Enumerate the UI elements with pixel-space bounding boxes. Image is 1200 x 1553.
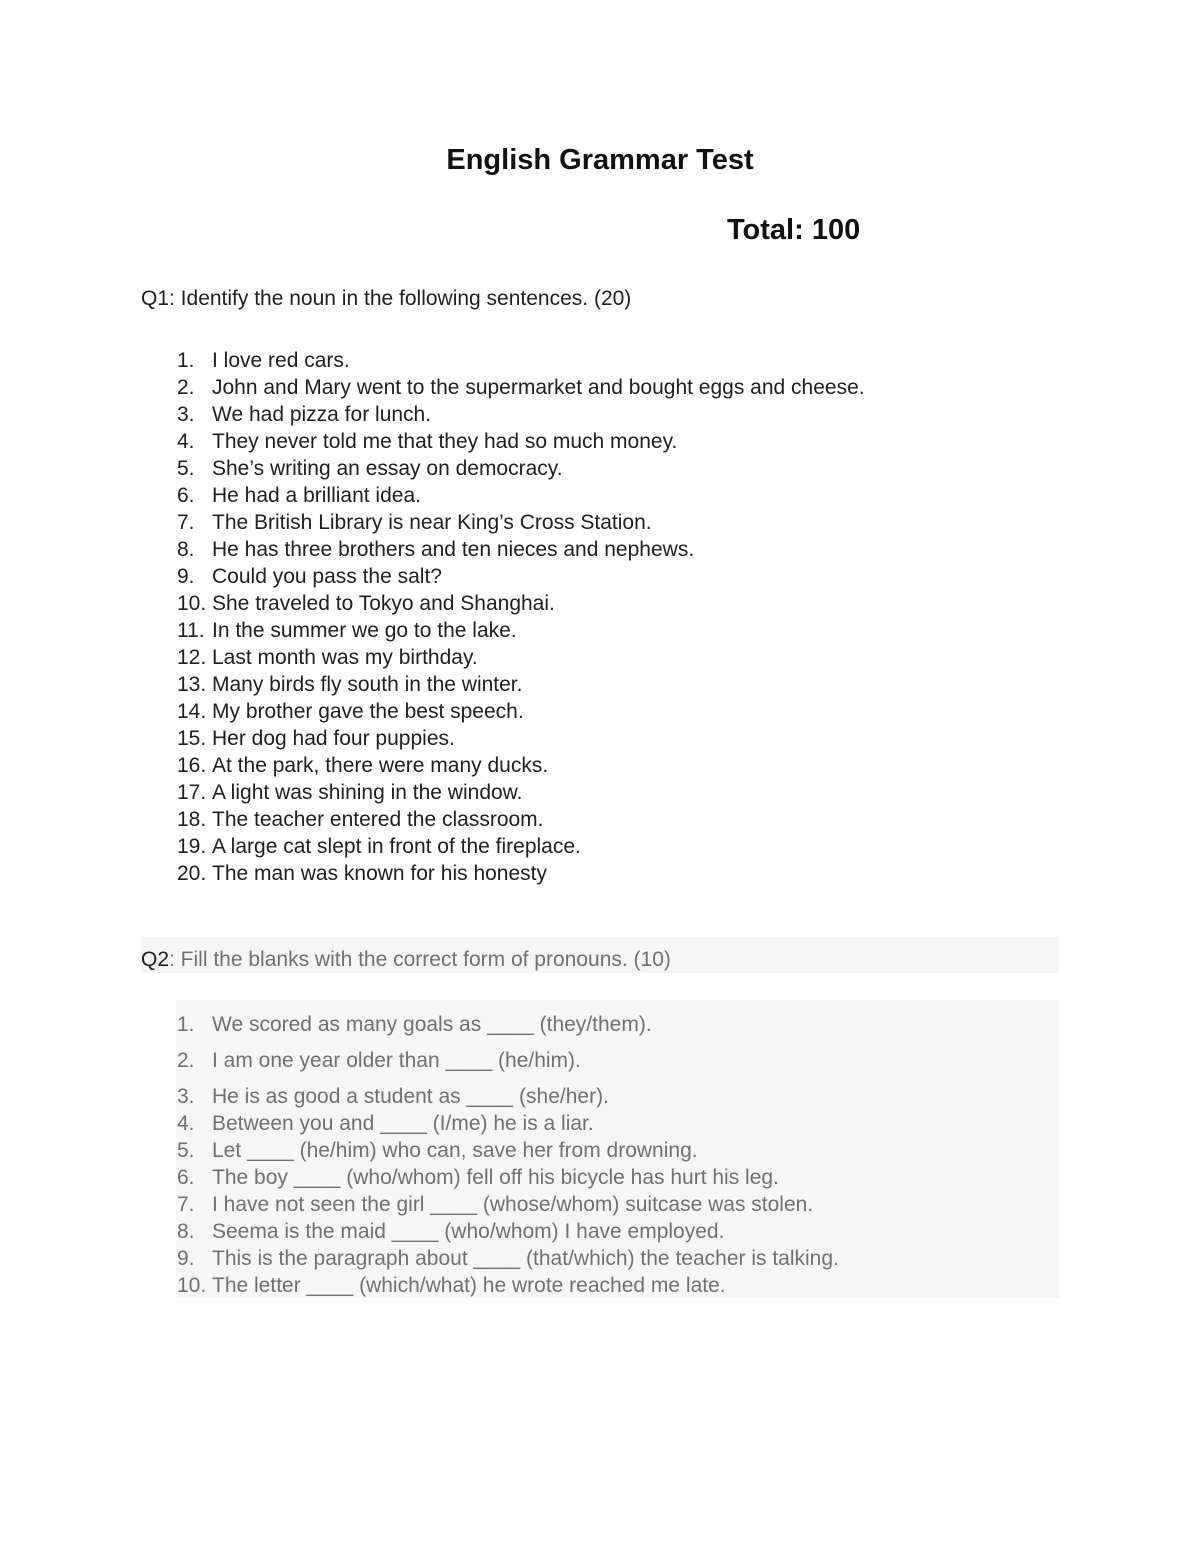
item-text: The letter ____ (which/what) he wrote reached me late.: [212, 1274, 726, 1297]
list-item: [177, 833, 865, 860]
item-number: 7.: [177, 1193, 195, 1216]
item-number: 18.: [177, 808, 207, 831]
list-item: [177, 1083, 839, 1110]
item-text: Seema is the maid ____ (who/whom) I have employed.: [212, 1220, 725, 1243]
q1-heading: Q1: Identify the noun in the following sentences. (20): [141, 287, 632, 310]
item-text: Between you and ____ (I/me) he is a liar.: [212, 1112, 594, 1135]
item-text: Her dog had four puppies.: [212, 727, 455, 750]
list-item: [177, 401, 865, 428]
list-item: [177, 1272, 839, 1299]
item-number: 10.: [177, 592, 207, 615]
list-item: [177, 428, 865, 455]
item-text: I love red cars.: [212, 349, 350, 372]
list-item: [177, 671, 865, 698]
item-number: 4.: [177, 430, 195, 453]
item-text: In the summer we go to the lake.: [212, 619, 517, 642]
item-number: 10.: [177, 1274, 207, 1297]
list-item: [177, 725, 865, 752]
item-text: She’s writing an essay on democracy.: [212, 457, 563, 480]
item-text: He has three brothers and ten nieces and nephews.: [212, 538, 695, 561]
list-item: [177, 590, 865, 617]
item-number: 8.: [177, 538, 195, 561]
list-item: [177, 617, 865, 644]
list-item: [177, 1137, 839, 1164]
list-item: [177, 1191, 839, 1218]
item-text: Let ____ (he/him) who can, save her from drowning.: [212, 1139, 698, 1162]
item-number: 3.: [177, 1085, 195, 1108]
item-number: 20.: [177, 862, 207, 885]
item-text: The man was known for his honesty: [212, 862, 547, 885]
item-text: John and Mary went to the supermarket and bought eggs and cheese.: [212, 376, 865, 399]
q2-heading: [141, 937, 1059, 973]
item-text: Many birds fly south in the winter.: [212, 673, 523, 696]
item-text: A large cat slept in front of the fireplace.: [212, 835, 581, 858]
item-number: 14.: [177, 700, 207, 723]
list-item: [177, 860, 865, 887]
item-text: The British Library is near King’s Cross Station.: [212, 511, 652, 534]
item-number: 9.: [177, 565, 195, 588]
item-number: 17.: [177, 781, 207, 804]
q2-heading-text: : Fill the blanks with the correct form of pronouns. (10): [169, 948, 671, 971]
list-item: [177, 779, 865, 806]
list-item: [177, 806, 865, 833]
item-text: The teacher entered the classroom.: [212, 808, 544, 831]
list-item: [177, 644, 865, 671]
item-text: My brother gave the best speech.: [212, 700, 524, 723]
item-number: 5.: [177, 1139, 195, 1162]
q2-list: [177, 1011, 839, 1299]
list-item: [177, 482, 865, 509]
item-number: 12.: [177, 646, 207, 669]
q1-list: [177, 347, 865, 887]
list-item: [177, 752, 865, 779]
list-item: [177, 1164, 839, 1191]
list-item: [177, 1218, 839, 1245]
item-number: 8.: [177, 1220, 195, 1243]
item-text: The boy ____ (who/whom) fell off his bicycle has hurt his leg.: [212, 1166, 779, 1189]
item-number: 3.: [177, 403, 195, 426]
item-number: 5.: [177, 457, 195, 480]
list-item: [177, 698, 865, 725]
item-number: 15.: [177, 727, 207, 750]
item-number: 2.: [177, 1049, 195, 1072]
list-item: [177, 1245, 839, 1272]
item-text: We had pizza for lunch.: [212, 403, 432, 426]
item-text: We scored as many goals as ____ (they/them).: [212, 1013, 652, 1036]
item-text: At the park, there were many ducks.: [212, 754, 549, 777]
item-number: 19.: [177, 835, 207, 858]
page-title: English Grammar Test: [446, 144, 754, 176]
list-item: [177, 563, 865, 590]
list-item: [177, 455, 865, 482]
item-number: 1.: [177, 1013, 195, 1036]
q2-label: Q2: [141, 948, 170, 971]
item-number: 6.: [177, 1166, 195, 1189]
item-text: Could you pass the salt?: [212, 565, 442, 588]
item-text: They never told me that they had so much money.: [212, 430, 678, 453]
item-text: Last month was my birthday.: [212, 646, 478, 669]
list-item: [177, 374, 865, 401]
item-number: 1.: [177, 349, 195, 372]
item-text: I have not seen the girl ____ (whose/whom) suitcase was stolen.: [212, 1193, 814, 1216]
item-number: 6.: [177, 484, 195, 507]
item-number: 13.: [177, 673, 207, 696]
item-text: I am one year older than ____ (he/him).: [212, 1049, 581, 1072]
item-text: She traveled to Tokyo and Shanghai.: [212, 592, 555, 615]
list-item: [177, 347, 865, 374]
item-number: 7.: [177, 511, 195, 534]
item-number: 2.: [177, 376, 195, 399]
total-marks: Total: 100: [727, 214, 861, 246]
list-item: [177, 1011, 839, 1047]
item-text: A light was shining in the window.: [212, 781, 523, 804]
item-text: He is as good a student as ____ (she/her).: [212, 1085, 609, 1108]
item-number: 16.: [177, 754, 207, 777]
list-item: [177, 536, 865, 563]
item-number: 9.: [177, 1247, 195, 1270]
list-item: [177, 509, 865, 536]
item-number: 4.: [177, 1112, 195, 1135]
list-item: [177, 1047, 839, 1083]
list-item: [177, 1110, 839, 1137]
item-text: He had a brilliant idea.: [212, 484, 421, 507]
item-text: This is the paragraph about ____ (that/which) the teacher is talking.: [212, 1247, 839, 1270]
item-number: 11.: [177, 619, 205, 642]
